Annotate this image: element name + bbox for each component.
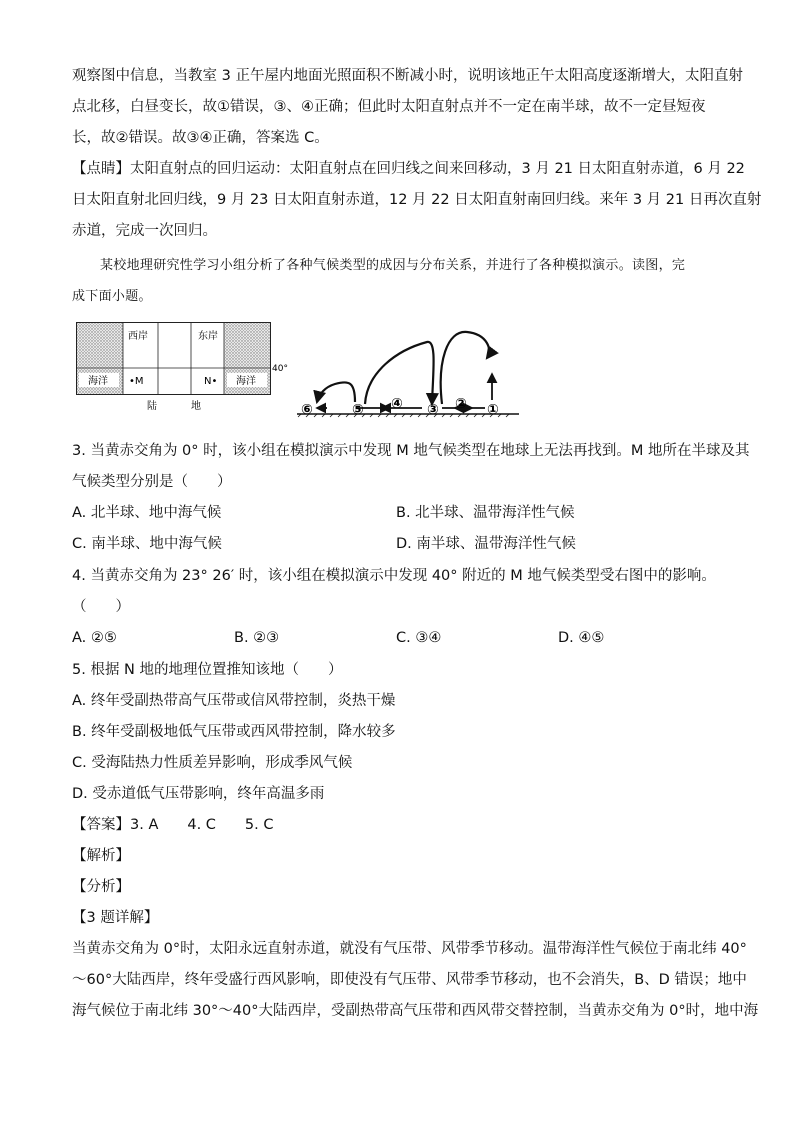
paragraph-line: 观察图中信息，当教室 3 正午屋内地面光照面积不断减小时，说明该地正午太阳高度逐渐增大，太阳直射	[72, 68, 743, 84]
option-5a[interactable]: A. 终年受副热带高气压带或信风带控制，炎热干燥	[72, 693, 396, 709]
answer-line: 【答案】3. A 4. C 5. C	[72, 817, 274, 833]
intro-line: 成下面小题。	[72, 289, 152, 304]
point-n-label: N•	[204, 376, 218, 387]
explanation-line: ～60°大陆西岸，终年受盛行西风影响，即使没有气压带、风带季节移动，也不会消失，B、D 错误；地中	[72, 972, 747, 988]
tip-line: 【点睛】太阳直射点的回归运动：太阳直射点在回归线之间来回移动，3 月 21 日太阳直射赤道，6 月 22	[72, 161, 745, 177]
paragraph-line: 点北移，白昼变长，故①错误，③、④正确；但此时太阳直射点并不一定在南半球，故不一定昼短夜	[72, 99, 706, 115]
continent-diagram	[76, 322, 300, 412]
option-4b[interactable]: B. ②③	[234, 630, 280, 646]
ocean-left-label: 海洋	[88, 376, 108, 387]
option-5b[interactable]: B. 终年受副极地低气压带或西风带控制，降水较多	[72, 724, 396, 740]
cell-label-2: ②	[455, 396, 467, 412]
option-3b[interactable]: B. 北半球、温带海洋性气候	[396, 505, 575, 521]
latitude-label: 40°	[272, 364, 288, 374]
circulation-diagram	[297, 322, 519, 418]
q3-detail-heading: 【3 题详解】	[72, 910, 159, 926]
cell-label-1: ①	[487, 402, 499, 418]
option-4d[interactable]: D. ④⑤	[558, 630, 605, 646]
option-3c[interactable]: C. 南半球、地中海气候	[72, 536, 222, 552]
land-label-2: 地	[191, 401, 201, 412]
question-4-stem: 4. 当黄赤交角为 23° 26′ 时，该小组在模拟演示中发现 40° 附近的 M 地气候类型受右图中的影响。	[72, 568, 716, 584]
explanation-line: 海气候位于南北纬 30°～40°大陆西岸，受副热带高气压带和西风带交替控制，当黄赤交角为 0°时，地中海	[72, 1003, 759, 1019]
question-4-stem: （ ）	[72, 599, 130, 615]
option-3d[interactable]: D. 南半球、温带海洋性气候	[396, 536, 576, 552]
option-5d[interactable]: D. 受赤道低气压带影响，终年高温多雨	[72, 786, 325, 802]
option-4c[interactable]: C. ③④	[396, 630, 442, 646]
explanation-line: 当黄赤交角为 0°时，太阳永远直射赤道，就没有气压带、风带季节移动。温带海洋性气候位于南北纬 40°	[72, 941, 747, 957]
question-5-stem: 5. 根据 N 地的地理位置推知该地（ ）	[72, 662, 343, 678]
cell-label-5: ⑤	[352, 402, 364, 418]
fenxi-heading: 【分析】	[72, 879, 130, 895]
intro-line: 某校地理研究性学习小组分析了各种气候类型的成因与分布关系，并进行了各种模拟演示。读图，完	[100, 258, 686, 273]
question-3-stem: 3. 当黄赤交角为 0° 时，该小组在模拟演示中发现 M 地气候类型在地球上无法再找到。M 地所在半球及其	[72, 443, 750, 459]
point-m-label: •M	[129, 376, 144, 387]
option-5c[interactable]: C. 受海陆热力性质差异影响，形成季风气候	[72, 755, 353, 771]
tip-line: 日太阳直射北回归线，9 月 23 日太阳直射赤道，12 月 22 日太阳直射南回归线。来年 3 月 21 日再次直射	[72, 192, 762, 208]
cell-label-6: ⑥	[301, 402, 313, 418]
cell-label-3: ③	[427, 402, 439, 418]
tip-line: 赤道，完成一次回归。	[72, 223, 217, 239]
question-3-stem: 气候类型分别是（ ）	[72, 474, 232, 490]
analysis-heading: 【解析】	[72, 848, 130, 864]
ocean-right-label: 海洋	[236, 376, 256, 387]
option-3a[interactable]: A. 北半球、地中海气候	[72, 505, 222, 521]
west-coast-label: 西岸	[128, 331, 148, 342]
land-label-1: 陆	[147, 401, 157, 412]
option-4a[interactable]: A. ②⑤	[72, 630, 117, 646]
paragraph-line: 长，故②错误。故③④正确，答案选 C。	[72, 130, 329, 146]
east-coast-label: 东岸	[198, 331, 218, 342]
cell-label-4: ④	[391, 396, 403, 412]
